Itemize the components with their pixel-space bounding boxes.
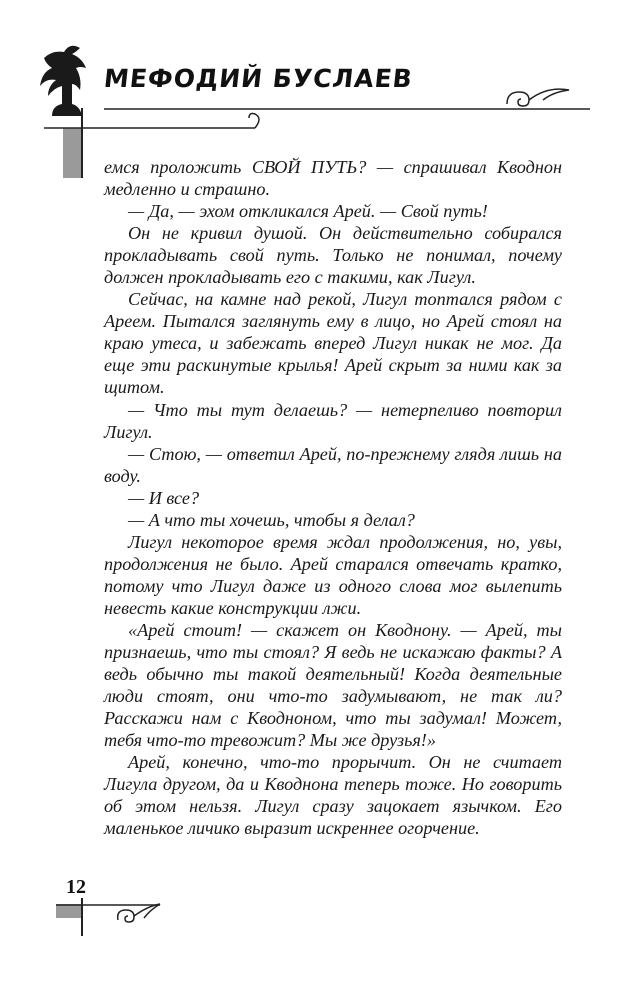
paragraph: — А что ты хочешь, чтобы я делал? <box>128 509 415 530</box>
footer-ornament <box>0 890 200 950</box>
dragon-emblem-icon <box>40 46 86 116</box>
paragraph: — Да, — эхом откликался Арей. — Свой путь! <box>128 201 488 222</box>
paragraph: емся проложить СВОЙ ПУТЬ? — спрашивал Кводнон медленно и страшно. <box>104 157 562 200</box>
footer-swirl-icon <box>118 904 160 922</box>
header-gray-block <box>63 128 81 178</box>
paragraph: — Что ты тут делаешь? — нетерпеливо повторил Лигул. <box>104 399 562 442</box>
paragraph: Лигул некоторое время ждал продолжения, но, увы, продолжения не было. Арей старался отвечать кратко, потому что Лигул даже из одного слова мог вылепить невесть какие конструкции лжи. <box>104 531 562 618</box>
paragraph: Сейчас, на камне над рекой, Лигул топтался рядом с Ареем. Пытался заглянуть ему в лицо, но Арей стоял на краю утеса, и забежать вперед Лигул никак не мог. Да еще эти раскинутые крылья! Арей скрыт за ними как за щитом. <box>104 289 562 398</box>
paragraph: Он не кривил душой. Он действительно собирался прокладывать свой путь. Только не понимал, почему должен прокладывать его с такими, как Лигул. <box>104 223 562 288</box>
paragraph: — И все? <box>128 487 200 508</box>
paragraph: Арей, конечно, что-то прорычит. Он не считает Лигула другом, да и Кводнона теперь тоже. Но говорить об этом нельзя. Лигул сразу зацокает язычком. Его маленькое личико выразит искреннее огорчение. <box>104 752 562 839</box>
swirl-ornament-icon <box>507 89 569 106</box>
header-curl <box>249 114 259 129</box>
running-title: МЕФОДИЙ БУСЛАЕВ <box>102 64 415 93</box>
footer-gray-block <box>56 904 82 918</box>
paragraph: — Стою, — ответил Арей, по-прежнему глядя лишь на воду. <box>104 443 562 486</box>
paragraph: «Арей стоит! — скажет он Кводнону. — Арей, ты признаешь, что ты стоял? Я ведь не искажаю факты? А ведь обычно ты такой деятельный! Когда деятельные люди стоят, они что-то задумывают, не так ли? Расскажи нам с Кводноном, что ты задумал! Может, тебя что-то тревожит? Мы же друзья!» <box>104 619 562 751</box>
page-number: 12 <box>66 876 86 898</box>
page-body <box>104 156 562 839</box>
